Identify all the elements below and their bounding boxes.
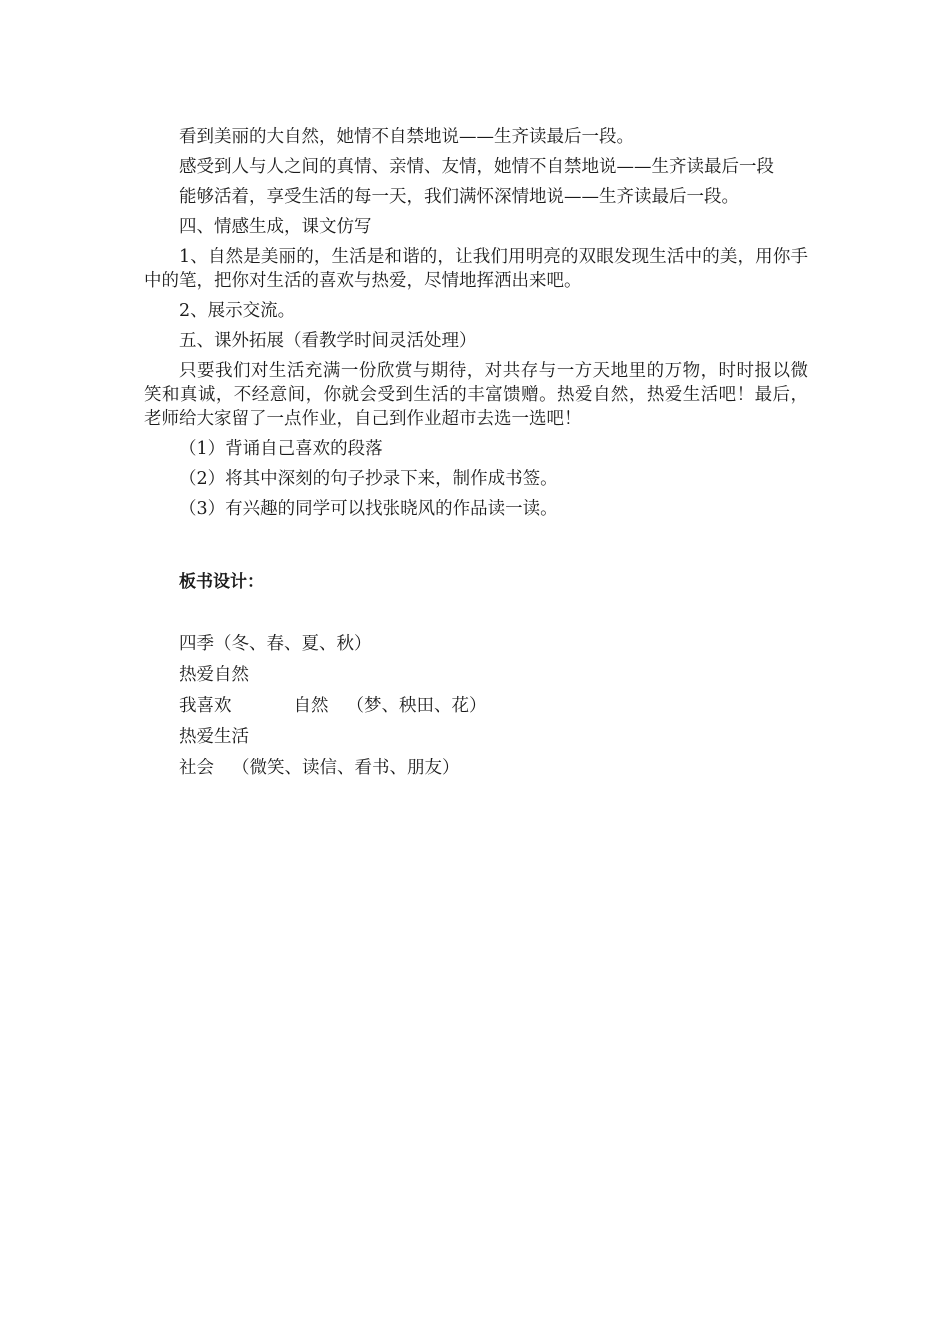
board-text: （微笑、读信、看书、朋友）	[232, 758, 460, 778]
homework-item: （2）将其中深刻的句子抄录下来，制作成书签。	[179, 469, 558, 489]
paragraph: 能够活着，享受生活的每一天，我们满怀深情地说——生齐读最后一段。	[179, 187, 739, 207]
board-line: 四季（冬、春、夏、秋）	[179, 634, 372, 654]
section-heading: 四、情感生成，课文仿写	[179, 217, 372, 237]
board-text: 我喜欢	[179, 696, 232, 716]
board-design	[179, 632, 487, 787]
board-text: （梦、秧田、花）	[346, 696, 487, 716]
paragraph: 2、展示交流。	[179, 301, 296, 321]
board-text: 自然	[293, 696, 329, 716]
board-line	[179, 694, 487, 718]
paragraph: 只要我们对生活充满一份欣赏与期待，对共存与一方天地里的万物，时时报以微笑和真诚，不经意间，你就会受到生活的丰富馈赠。热爱自然，热爱生活吧！最后，老师给大家留了一点作业，自己到作业超市去选一选吧！	[144, 361, 808, 429]
paragraph: 1、自然是美丽的，生活是和谐的，让我们用明亮的双眼发现生活中的美，用你手中的笔，把你对生活的喜欢与热爱，尽情地挥洒出来吧。	[144, 247, 808, 291]
lesson-body	[144, 125, 808, 527]
section-heading: 五、课外拓展（看教学时间灵活处理）	[179, 331, 477, 351]
paragraph: 看到美丽的大自然，她情不自禁地说——生齐读最后一段。	[179, 127, 634, 147]
board-line: 热爱自然	[179, 665, 249, 685]
board-text: 社会	[179, 758, 214, 778]
board-line	[179, 756, 487, 780]
board-design-title: 板书设计：	[179, 572, 264, 592]
homework-item: （3）有兴趣的同学可以找张晓风的作品读一读。	[179, 499, 558, 519]
paragraph: 感受到人与人之间的真情、亲情、友情，她情不自禁地说——生齐读最后一段	[179, 157, 774, 177]
homework-item: （1）背诵自己喜欢的段落	[179, 439, 383, 459]
board-line: 热爱生活	[179, 727, 249, 747]
